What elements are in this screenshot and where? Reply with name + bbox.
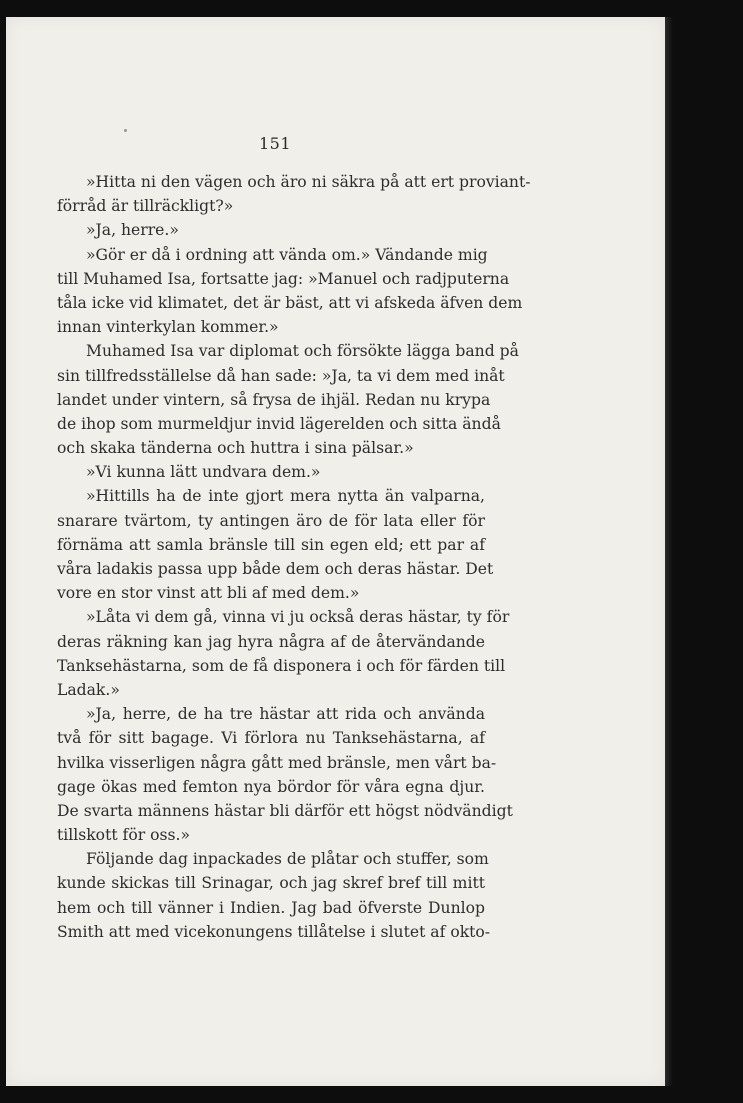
text-line: »Hitta ni den vägen och äro ni säkra på att ert proviant-	[86, 173, 531, 191]
text-line: Ladak.»	[57, 680, 120, 699]
text-line: hvilka visserligen några gått med bränsle, men vårt ba-	[57, 753, 497, 772]
text-line: Smith att med vicekonungens tillåtelse i slutet af okto-	[57, 922, 491, 941]
text-line: Följande dag inpackades de plåtar och stuffer, som	[86, 850, 489, 869]
book-page	[6, 17, 665, 1086]
text-line: tåla icke vid klimatet, det är bäst, att vi afskeda äfven dem	[57, 293, 523, 312]
text-line: »Hittills ha de inte gjort mera nytta än valparna,	[86, 487, 485, 506]
text-line: snarare tvärtom, ty antingen äro de för lata eller för	[57, 511, 485, 530]
text-line: innan vinterkylan kommer.»	[57, 318, 279, 337]
text-line: tillskott för oss.»	[57, 826, 191, 845]
text-line: sin tillfredsställelse då han sade: »Ja, ta vi dem med inåt	[57, 366, 505, 385]
text-line: till Muhamed Isa, fortsatte jag: »Manuel och radjputerna	[57, 269, 510, 288]
text-line: kunde skickas till Srinagar, och jag skref bref till mitt	[57, 874, 485, 893]
text-line: landet under vintern, så frysa de ihjäl. Redan nu krypa	[57, 390, 491, 409]
text-line: deras räkning kan jag hyra några af de återvändande	[57, 632, 485, 651]
text-line: och skaka tänderna och huttra i sina pälsar.»	[57, 439, 414, 458]
text-line: »Låta vi dem gå, vinna vi ju också deras hästar, ty för	[86, 608, 510, 627]
text-line: Muhamed Isa var diplomat och försökte lägga band på	[86, 342, 519, 361]
text-line: vore en stor vinst att bli af med dem.»	[57, 584, 360, 603]
text-line: två för sitt bagage. Vi förlora nu Tanksehästarna, af	[57, 729, 485, 748]
text-line: förnäma att samla bränsle till sin egen eld; ett par af	[57, 535, 485, 554]
text-line: »Ja, herre, de ha tre hästar att rida och använda	[86, 705, 485, 724]
text-line: »Vi kunna lätt undvara dem.»	[86, 463, 321, 482]
text-line: hem och till vänner i Indien. Jag bad öfverste Dunlop	[57, 898, 485, 917]
text-line: gage ökas med femton nya bördor för våra egna djur.	[57, 777, 485, 796]
text-line: förråd är tillräckligt?»	[57, 197, 234, 216]
text-line: De svarta männens hästar bli därför ett högst nödvändigt	[57, 801, 513, 820]
text-line: Tanksehästarna, som de få disponera i och för färden till	[57, 656, 506, 675]
paper-speck	[124, 129, 127, 132]
text-line: »Ja, herre.»	[86, 221, 179, 240]
body-text	[57, 170, 531, 944]
text-line: »Gör er då i ordning att vända om.» Vändande mig	[86, 245, 488, 264]
text-line: de ihop som murmeldjur invid lägerelden och sitta ändå	[57, 414, 501, 433]
text-line: våra ladakis passa upp både dem och deras hästar. Det	[57, 560, 494, 578]
page-edge-shadow	[665, 17, 673, 1086]
page-number: 151	[259, 134, 292, 153]
